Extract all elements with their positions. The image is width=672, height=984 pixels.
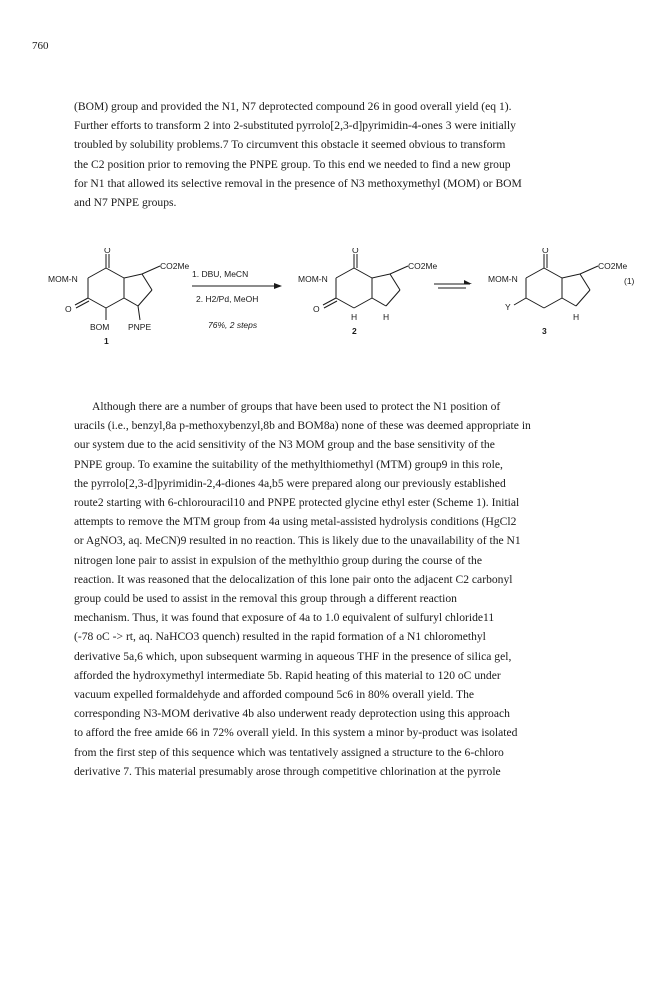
condition-step-1: 1. DBU, MeCN [192, 269, 249, 279]
text-line: reaction. It was reasoned that the delocalization of this lone pair onto the adjacent C2 carbonyl [74, 572, 513, 586]
text-line: troubled by solubility problems.7 To circumvent this obstacle it seemed obvious to transform [74, 138, 506, 152]
transform-arrow-head [464, 280, 472, 284]
text-line: attempts to remove the MTM group from 4a using metal-assisted hydrolysis conditions (HgCl2 [74, 515, 517, 529]
c2-n-label: MOM-N [298, 274, 328, 284]
compound-1-label: 1 [104, 336, 109, 346]
text-line: corresponding N3-MOM derivative 4b also underwent ready deprotection using this approach [74, 707, 510, 721]
text-line: (-78 oC -> rt, aq. NaHCO3 quench) resulted in the rapid formation of a N1 chloromethyl [74, 630, 486, 644]
condition-step-2: 2. H2/Pd, MeOH [196, 294, 259, 304]
c1-ester: CO2Me [160, 261, 190, 271]
arrow-head [274, 283, 282, 289]
c3-h: H [573, 312, 580, 322]
paragraph-1 [74, 97, 604, 212]
text-line: afforded the hydroxymethyl intermediate 5b. Rapid heating of this material to 120 oC under [74, 668, 501, 682]
text-line: the pyrrolo[2,3-d]pyrimidin-2,4-diones 4a,b5 were prepared along our previously established [74, 476, 506, 490]
compound-3-structure [514, 254, 598, 308]
text-line: from the first step of this sequence which was tentatively assigned a structure to the 6-chloro [74, 745, 504, 759]
text-line: route2 starting with 6-chlorouracil10 and PNPE protected glycine ethyl ester (Scheme 1). Initial [74, 496, 520, 510]
text-line: for N1 that allowed its selective removal in the presence of N3 methoxymethyl (MOM) or BOM [74, 176, 522, 190]
compound-3-label: 3 [542, 326, 547, 336]
text-line: and N7 PNPE groups. [74, 196, 177, 210]
text-line: mechanism. Thus, it was found that exposure of 4a to 1.0 equivalent of sulfuryl chloride11 [74, 611, 495, 625]
c1-oxo-left: O [65, 304, 72, 314]
text-line: our system due to the acid sensitivity of the N3 MOM group and the base sensitivity of the [74, 438, 495, 452]
c3-ester: CO2Me [598, 261, 628, 271]
c2-oxo-left: O [313, 304, 320, 314]
c1-n-label: MOM-N [48, 274, 78, 284]
text-line: (BOM) group and provided the N1, N7 deprotected compound 26 in good overall yield (eq 1). [74, 100, 512, 113]
condition-yield: 76%, 2 steps [208, 320, 258, 330]
c2-ester: CO2Me [408, 261, 438, 271]
text-line: the C2 position prior to removing the PNPE group. To this end we needed to find a new group [74, 157, 511, 171]
c2-h2: H [383, 312, 390, 322]
text-line: derivative 5a,6 which, upon subsequent warming in aqueous THF in the presence of silica gel, [74, 649, 512, 663]
c3-oxo-top: O [542, 248, 549, 255]
compound-2-label: 2 [352, 326, 357, 336]
paragraph-2 [74, 397, 604, 781]
reaction-scheme [48, 248, 648, 368]
text-line: or AgNO3, aq. MeCN)9 resulted in no reaction. This is likely due to the unavailability of the N1 [74, 534, 521, 548]
text-line: derivative 7. This material presumably arose through competitive chlorination at the pyrrole [74, 764, 501, 778]
c1-oxo-top: O [104, 248, 111, 255]
text-line: vacuum expelled formaldehyde and afforded compound 5c6 in 80% overall yield. The [74, 688, 475, 702]
equation-label: (1) [624, 276, 635, 286]
compound-1-structure [75, 254, 160, 320]
text-line: nitrogen lone pair to assist in expulsion of the methylthio group during the course of the [74, 553, 482, 567]
page-number: 760 [32, 40, 49, 52]
c1-n1-sub: BOM [90, 322, 110, 332]
text-line: uracils (i.e., benzyl,8a p-methoxybenzyl,8b and BOM8a) none of these was deemed appropriate in [74, 419, 531, 433]
text-line: to afford the free amide 66 in 72% overall yield. In this system a minor by-product was isolated [74, 726, 518, 740]
c1-n7-sub: PNPE [128, 322, 152, 332]
text-line: Further efforts to transform 2 into 2-substituted pyrrolo[2,3-d]pyrimidin-4-ones 3 were initially [74, 119, 516, 133]
c2-oxo-top: O [352, 248, 359, 255]
c3-y-sub: Y [505, 302, 511, 312]
text-line: PNPE group. To examine the suitability of the methylthiomethyl (MTM) group9 in this role, [74, 457, 503, 471]
c3-n-label: MOM-N [488, 274, 518, 284]
c2-h1: H [351, 312, 358, 322]
text-line: group could be used to assist in the removal this group through a different reaction [74, 592, 457, 606]
compound-2-structure [323, 254, 408, 308]
scheme-svg [48, 248, 648, 368]
text-line: Although there are a number of groups that have been used to protect the N1 position of [92, 400, 501, 413]
